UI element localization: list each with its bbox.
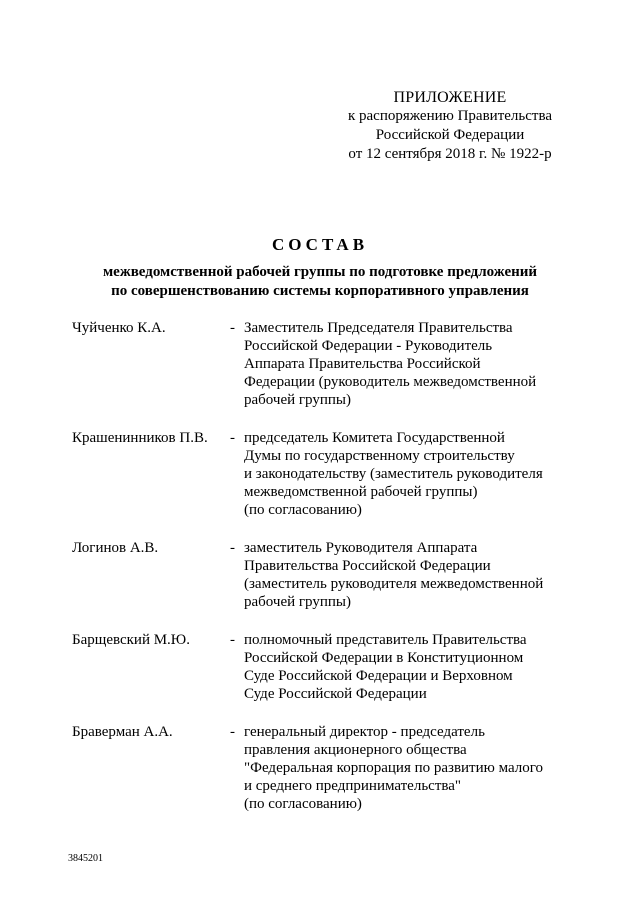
member-name: Крашенинников П.В. xyxy=(72,430,208,446)
member-row xyxy=(72,319,572,409)
member-role-line: правления акционерного общества xyxy=(244,742,467,758)
appendix-block xyxy=(300,88,600,164)
member-role-line: "Федеральная корпорация по развитию малого xyxy=(244,760,544,776)
member-row xyxy=(72,723,572,813)
appendix-date-line: от 12 сентября 2018 г. № 1922-р xyxy=(348,146,552,162)
members-list xyxy=(72,319,572,833)
member-role-line: заместитель Руководителя Аппарата xyxy=(244,540,478,556)
member-role-line: и законодательству (заместитель руководителя xyxy=(244,466,543,482)
member-dash: - xyxy=(230,632,235,648)
member-name: Браверман А.А. xyxy=(72,724,173,740)
appendix-heading: ПРИЛОЖЕНИЕ xyxy=(393,89,507,106)
appendix-line: к распоряжению Правительства xyxy=(347,108,552,124)
subtitle-line: по совершенствованию системы корпоративного управления xyxy=(111,283,529,299)
member-role-line: Аппарата Правительства Российской xyxy=(244,356,481,372)
member-role-line: Российской Федерации - Руководитель xyxy=(244,338,493,354)
member-role-line: полномочный представитель Правительства xyxy=(244,632,527,648)
subtitle-line: межведомственной рабочей группы по подготовке предложений xyxy=(102,264,538,280)
member-dash: - xyxy=(230,430,235,446)
member-role-line: Федерации (руководитель межведомственной xyxy=(244,374,537,390)
member-row xyxy=(72,429,572,519)
member-name: Логинов А.В. xyxy=(72,540,159,556)
member-role-line: рабочей группы) xyxy=(244,392,351,408)
member-role-line: рабочей группы) xyxy=(244,594,351,610)
member-role-line: Правительства Российской Федерации xyxy=(244,558,491,574)
member-role-line: Суде Российской Федерации xyxy=(244,686,427,702)
member-dash: - xyxy=(230,540,235,556)
member-name: Барщевский М.Ю. xyxy=(72,632,190,648)
member-dash: - xyxy=(230,320,235,336)
document-title: СОСТАВ xyxy=(271,235,369,254)
member-role-line: межведомственной рабочей группы) xyxy=(244,484,478,500)
member-role xyxy=(244,429,564,519)
member-role-line: и среднего предпринимательства" xyxy=(244,778,462,794)
member-role-line: (по согласованию) xyxy=(244,502,362,518)
member-role xyxy=(244,539,564,611)
member-role-line: Суде Российской Федерации и Верховном xyxy=(244,668,513,684)
member-row xyxy=(72,539,572,611)
member-role xyxy=(244,723,564,813)
member-role-line: Российской Федерации в Конституционном xyxy=(244,650,524,666)
document-subtitle xyxy=(40,263,600,301)
member-row xyxy=(72,631,572,703)
member-role-line: председатель Комитета Государственной xyxy=(244,430,505,446)
appendix-line: Российской Федерации xyxy=(375,127,525,143)
document-number: 3845201 xyxy=(68,853,103,864)
member-role-line: Думы по государственному строительству xyxy=(244,448,515,464)
member-role xyxy=(244,631,564,703)
member-role-line: генеральный директор - председатель xyxy=(244,724,485,740)
member-dash: - xyxy=(230,724,235,740)
member-role-line: (заместитель руководителя межведомственной xyxy=(244,576,544,592)
member-role-line: (по согласованию) xyxy=(244,796,362,812)
member-role-line: Заместитель Председателя Правительства xyxy=(244,320,513,336)
member-role xyxy=(244,319,564,409)
member-name: Чуйченко К.А. xyxy=(72,320,166,336)
